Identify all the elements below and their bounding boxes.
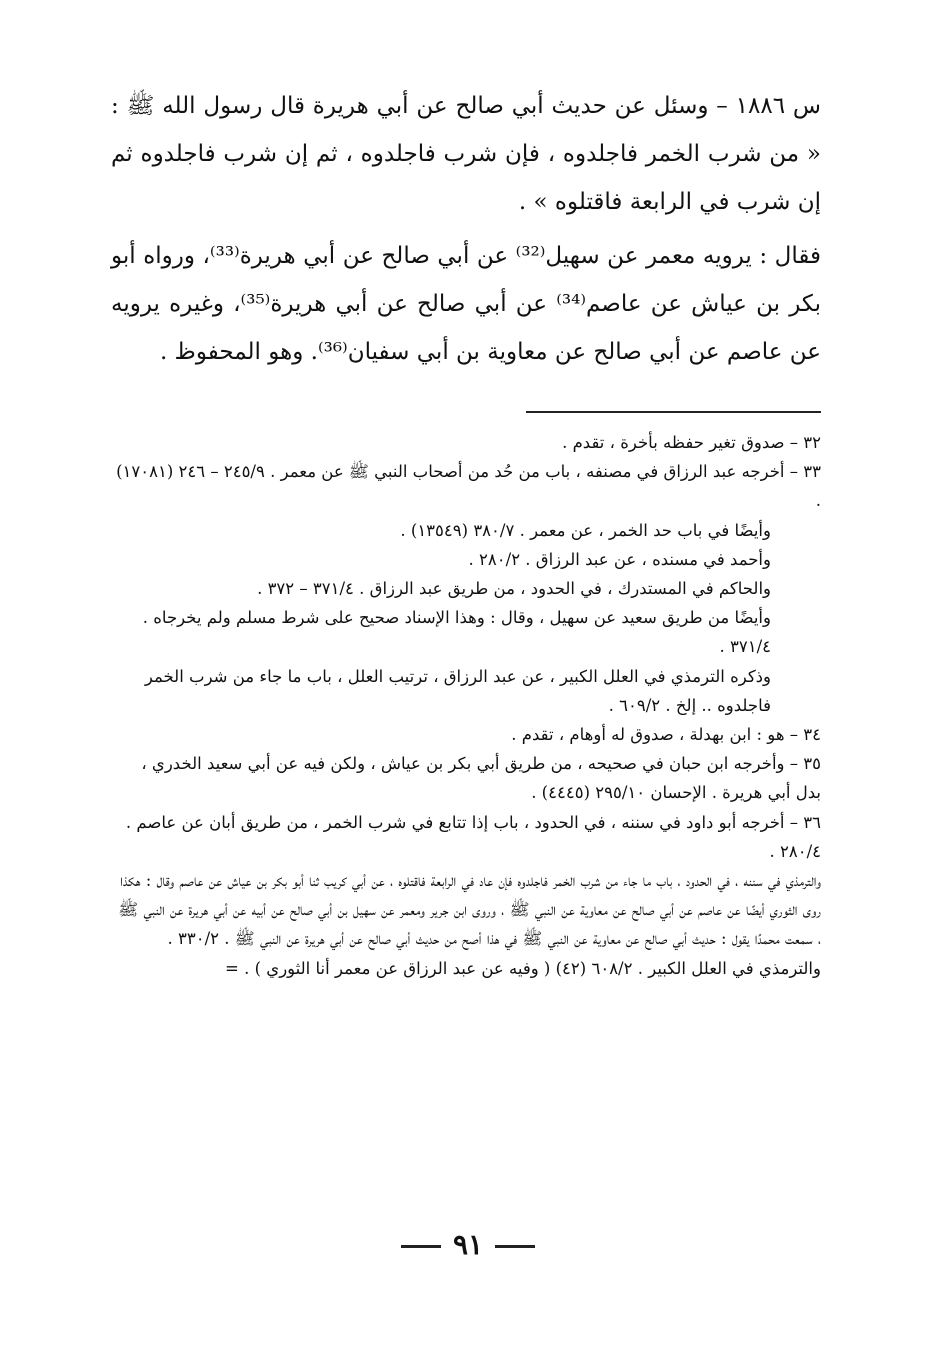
footnote-32: ٣٢ – صدوق تغير حفظه بأخرة ، تقدم . [562,433,821,452]
answer-paragraph: فقال : يرويه معمر عن سهيل⁽³²⁾ عن أبي صالح عن أبي هريرة⁽³³⁾، ورواه أبو بكر بن عياش عن عاصم⁽³⁴⁾ عن أبي صالح عن أبي هريرة⁽³⁵⁾، وغيره يرويه عن عاصم عن أبي صالح عن معاوية بن أبي سفيان⁽³⁶⁾. وهو المحفوظ . [111,243,821,365]
main-text [111,82,821,376]
footnote-36-cont-2: والترمذي في العلل الكبير . ٦٠٨/٢ (٤٢) ( وفيه عن عبد الرزاق عن معمر أنا الثوري ) . = [225,958,821,978]
footnote-34: ٣٤ – هو : ابن بهدلة ، صدوق له أوهام ، تقدم . [511,725,821,745]
footnote-33-cont-5: وذكره الترمذي في العلل الكبير ، عن عبد الرزاق ، ترتيب العلل ، باب ما جاء من شرب الخمر فاجلدوه .. إلخ . ٦٠٩/٢ . [144,666,771,715]
page-number-dash-right [495,1245,535,1248]
footnote-36: ٣٦ – أخرجه أبو داود في سننه ، في الحدود ، باب إذا تتابع في شرب الخمر ، من طريق أبان عن عاصم . ٢٨٠/٤ . [125,812,821,861]
page-number [0,1228,936,1261]
footnote-35: ٣٥ – وأخرجه ابن حبان في صحيحه ، من طريق أبي بكر بن عياش ، ولكن فيه عن أبي سعيد الخدري ، بدل أبي هريرة . الإحسان ٢٩٥/١٠ (٤٤٤٥) . [141,754,821,803]
footnote-33: ٣٣ – أخرجه عبد الرزاق في مصنفه ، باب من حُد من أصحاب النبي ﷺ عن معمر . ٢٤٥/٩ – ٢٤٦ (١٧٠٨١) . [116,462,821,511]
footnote-33-cont-2: وأحمد في مسنده ، عن عبد الرزاق . ٢٨٠/٢ . [468,549,771,569]
footnote-36-cont-1: والترمذي في سننه ، في الحدود ، باب ما جاء من شرب الخمر فاجلدوه فإن عاد في الرابعة فاقتلوه ، عن أبي كريب ثنا أبو بكر بن عياش عن عاصم وقال : هكذا روى الثوري أيضًا عن عاصم عن أبي صالح عن معاوية عن النبي ﷺ ، وروى ابن جرير ومعمر عن سهيل بن أبي صالح عن أبيه عن أبي هريرة عن النبي ﷺ ، سمعت محمدًا يقول : حديث أبي صالح عن معاوية عن النبي ﷺ في هذا أصح من حديث أبي صالح عن أبي هريرة عن النبي ﷺ . ٣٣٠/٢ . [118,871,821,949]
footnote-33-cont-3: والحاكم في المستدرك ، في الحدود ، من طريق عبد الرزاق . ٣٧١/٤ – ٣٧٢ . [257,579,771,599]
page-number-dash-left [401,1245,441,1248]
footnote-separator [526,411,821,413]
footnote-33-cont-4: وأيضًا من طريق سعيد عن سهيل ، وقال : وهذا الإسناد صحيح على شرط مسلم ولم يخرجاه . ٣٧١/٤ . [142,608,771,657]
question-paragraph: س ١٨٨٦ – وسئل عن حديث أبي صالح عن أبي هريرة قال رسول الله ﷺ : « من شرب الخمر فاجلدوه ، فإن شرب فاجلدوه ، ثم إن شرب فاجلدوه ثم إن شرب في الرابعة فاقتلوه » . [111,93,821,215]
footnotes [111,428,821,983]
page-number-value: ٩١ [452,1228,484,1261]
footnote-33-cont-1: وأيضًا في باب حد الخمر ، عن معمر . ٣٨٠/٧ (١٣٥٤٩) . [400,520,771,540]
